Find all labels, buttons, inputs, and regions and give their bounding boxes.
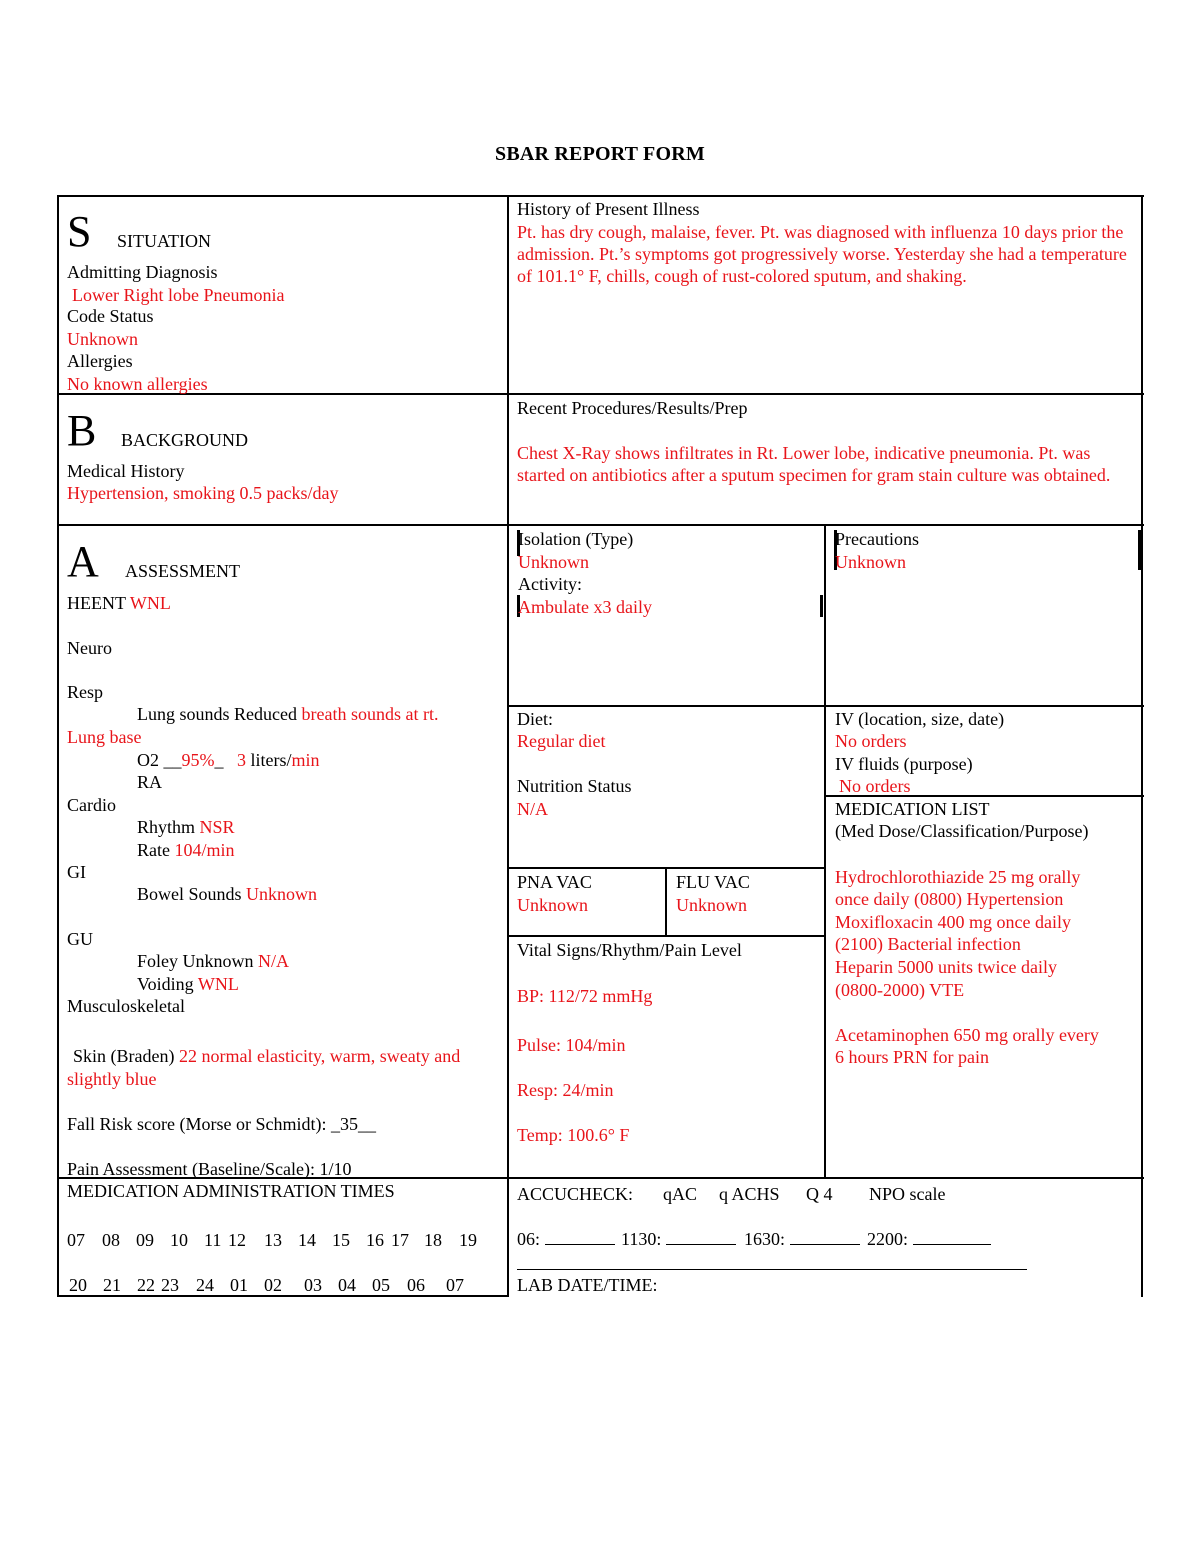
med-admin-label: MEDICATION ADMINISTRATION TIMES <box>67 1181 395 1201</box>
bowel-row: Bowel Sounds Unknown <box>137 884 318 904</box>
iv-fluids-value: No orders <box>839 776 911 796</box>
medication-list-sub: (Med Dose/Classification/Purpose) <box>835 821 1089 841</box>
admin-time[interactable]: 24 <box>196 1275 214 1295</box>
diet-label: Diet: <box>517 709 553 729</box>
vitals-temp: Temp: 100.6° F <box>517 1125 630 1145</box>
admin-time[interactable]: 13 <box>264 1230 282 1250</box>
hpi-value: Pt. has dry cough, malaise, fever. Pt. was diagnosed with influenza 10 days prior the admission. Pt.’s symptoms got progressively worse. Yesterday she had a temperature of 101.1° F, chills, cough of rust-colored sputum, and shaking. <box>517 222 1127 286</box>
resp-label: Resp <box>67 682 103 702</box>
accucheck-time-1130-field[interactable] <box>666 1228 736 1245</box>
allergies-value: No known allergies <box>67 374 208 394</box>
pna-vac-label: PNA VAC <box>517 872 592 892</box>
admitting-diagnosis-value: Lower Right lobe Pneumonia <box>72 285 285 305</box>
medication-line: once daily (0800) Hypertension <box>835 889 1064 909</box>
accucheck-label: ACCUCHECK: <box>517 1184 634 1204</box>
accucheck-time-06-field[interactable] <box>545 1228 615 1245</box>
admin-time[interactable]: 02 <box>264 1275 282 1295</box>
situation-letter: S <box>67 207 92 256</box>
admin-time[interactable]: 05 <box>372 1275 390 1295</box>
o2-row: O2 __95%_ 3 liters/min <box>137 750 320 770</box>
background-letter: B <box>67 406 97 455</box>
situation-heading: SITUATION <box>117 231 211 251</box>
procedures-label: Recent Procedures/Results/Prep <box>517 398 748 418</box>
admin-time[interactable]: 19 <box>459 1230 477 1250</box>
gu-label: GU <box>67 929 93 949</box>
foley-row: Foley Unknown N/A <box>137 951 289 971</box>
allergies-label: Allergies <box>67 351 133 371</box>
voiding-row: Voiding WNL <box>137 974 239 994</box>
admin-time[interactable]: 15 <box>332 1230 350 1250</box>
musculoskeletal-label: Musculoskeletal <box>67 996 185 1016</box>
neuro-label: Neuro <box>67 638 112 658</box>
assessment-letter: A <box>67 537 99 586</box>
code-status-value: Unknown <box>67 329 138 349</box>
flu-vac-value: Unknown <box>676 895 747 915</box>
nutrition-value: N/A <box>517 799 548 819</box>
admin-time[interactable]: 18 <box>424 1230 442 1250</box>
accucheck-time-1130: 1130: <box>621 1228 736 1250</box>
accucheck-npo[interactable]: NPO scale <box>869 1184 946 1204</box>
accucheck-qac[interactable]: qAC <box>663 1184 698 1204</box>
medication-line: (0800-2000) VTE <box>835 980 965 1000</box>
flu-vac-label: FLU VAC <box>676 872 750 892</box>
nutrition-label: Nutrition Status <box>517 776 632 796</box>
admin-time[interactable]: 17 <box>391 1230 409 1250</box>
precautions-value: Unknown <box>835 552 906 572</box>
lung-sounds-row: Lung sounds Reduced breath sounds at rt. <box>137 704 439 724</box>
isolation-value: Unknown <box>518 552 589 572</box>
iv-label: IV (location, size, date) <box>835 709 1005 729</box>
admin-time[interactable]: 20 <box>69 1275 87 1295</box>
admin-time[interactable]: 07 <box>446 1275 464 1295</box>
medication-list-label: MEDICATION LIST <box>835 799 990 819</box>
assessment-heading: ASSESSMENT <box>125 561 241 581</box>
accucheck-time-1630: 1630: <box>744 1228 860 1250</box>
medication-line: 6 hours PRN for pain <box>835 1047 989 1067</box>
medication-line: Acetaminophen 650 mg orally every <box>835 1025 1099 1045</box>
diet-value: Regular diet <box>517 731 606 751</box>
background-heading: BACKGROUND <box>121 430 249 450</box>
medical-history-label: Medical History <box>67 461 185 481</box>
accucheck-time-2200-field[interactable] <box>913 1228 991 1245</box>
medication-line: Hydrochlorothiazide 25 mg orally <box>835 867 1081 887</box>
medication-line: Moxifloxacin 400 mg once daily <box>835 912 1071 932</box>
admin-time[interactable]: 12 <box>228 1230 246 1250</box>
rhythm-row: Rhythm NSR <box>137 817 235 837</box>
cardio-label: Cardio <box>67 795 116 815</box>
vitals-label: Vital Signs/Rhythm/Pain Level <box>517 940 742 960</box>
lab-date-time-label: LAB DATE/TIME: <box>517 1275 658 1295</box>
admin-time[interactable]: 03 <box>304 1275 322 1295</box>
vitals-pulse: Pulse: 104/min <box>517 1035 626 1055</box>
ra-label: RA <box>137 772 163 792</box>
pain-row: Pain Assessment (Baseline/Scale): 1/10 <box>67 1159 352 1179</box>
admin-time[interactable]: 14 <box>298 1230 316 1250</box>
fall-risk-row: Fall Risk score (Morse or Schmidt): _35__ <box>67 1114 376 1134</box>
medication-line: Heparin 5000 units twice daily <box>835 957 1057 977</box>
accucheck-qachs[interactable]: q ACHS <box>719 1184 780 1204</box>
activity-value: Ambulate x3 daily <box>518 597 652 617</box>
admin-time[interactable]: 21 <box>103 1275 121 1295</box>
skin-value-2: slightly blue <box>67 1069 157 1089</box>
admin-time[interactable]: 10 <box>170 1230 188 1250</box>
heent-row: HEENT WNL <box>67 593 171 613</box>
activity-label: Activity: <box>518 574 582 594</box>
iv-fluids-label: IV fluids (purpose) <box>835 754 973 774</box>
procedures-value: Chest X-Ray shows infiltrates in Rt. Lower lobe, indicative pneumonia. Pt. was started on antibiotics after a sputum specimen for gram stain culture was obtained. <box>517 443 1111 485</box>
skin-row: Skin (Braden) 22 normal elasticity, warm, sweaty and <box>73 1046 461 1066</box>
accucheck-time-06: 06: <box>517 1228 615 1250</box>
admin-time[interactable]: 23 <box>161 1275 179 1295</box>
vitals-resp: Resp: 24/min <box>517 1080 614 1100</box>
medication-line: (2100) Bacterial infection <box>835 934 1021 954</box>
accucheck-q4[interactable]: Q 4 <box>806 1184 833 1204</box>
admin-time[interactable]: 09 <box>136 1230 154 1250</box>
accucheck-time-1630-field[interactable] <box>790 1228 860 1245</box>
isolation-label: Isolation (Type) <box>518 529 634 549</box>
accucheck-time-2200: 2200: <box>867 1228 991 1250</box>
admin-time[interactable]: 22 <box>137 1275 155 1295</box>
lung-sounds-value-2: Lung base <box>67 727 142 747</box>
admitting-diagnosis-label: Admitting Diagnosis <box>67 262 218 282</box>
admin-time[interactable]: 07 <box>67 1230 85 1250</box>
precautions-label: Precautions <box>835 529 919 549</box>
admin-time[interactable]: 01 <box>230 1275 248 1295</box>
admin-time[interactable]: 04 <box>338 1275 356 1295</box>
admin-time[interactable]: 16 <box>366 1230 384 1250</box>
admin-time[interactable]: 08 <box>102 1230 120 1250</box>
admin-time[interactable]: 11 <box>204 1230 222 1250</box>
pna-vac-value: Unknown <box>517 895 588 915</box>
vitals-bp: BP: 112/72 mmHg <box>517 986 653 1006</box>
medical-history-value: Hypertension, smoking 0.5 packs/day <box>67 483 339 503</box>
admin-time[interactable]: 06 <box>407 1275 425 1295</box>
code-status-label: Code Status <box>67 306 154 326</box>
gi-label: GI <box>67 862 86 882</box>
iv-value: No orders <box>835 731 907 751</box>
rate-row: Rate 104/min <box>137 840 235 860</box>
hpi-label: History of Present Illness <box>517 199 700 219</box>
page-title: SBAR REPORT FORM <box>495 143 705 165</box>
